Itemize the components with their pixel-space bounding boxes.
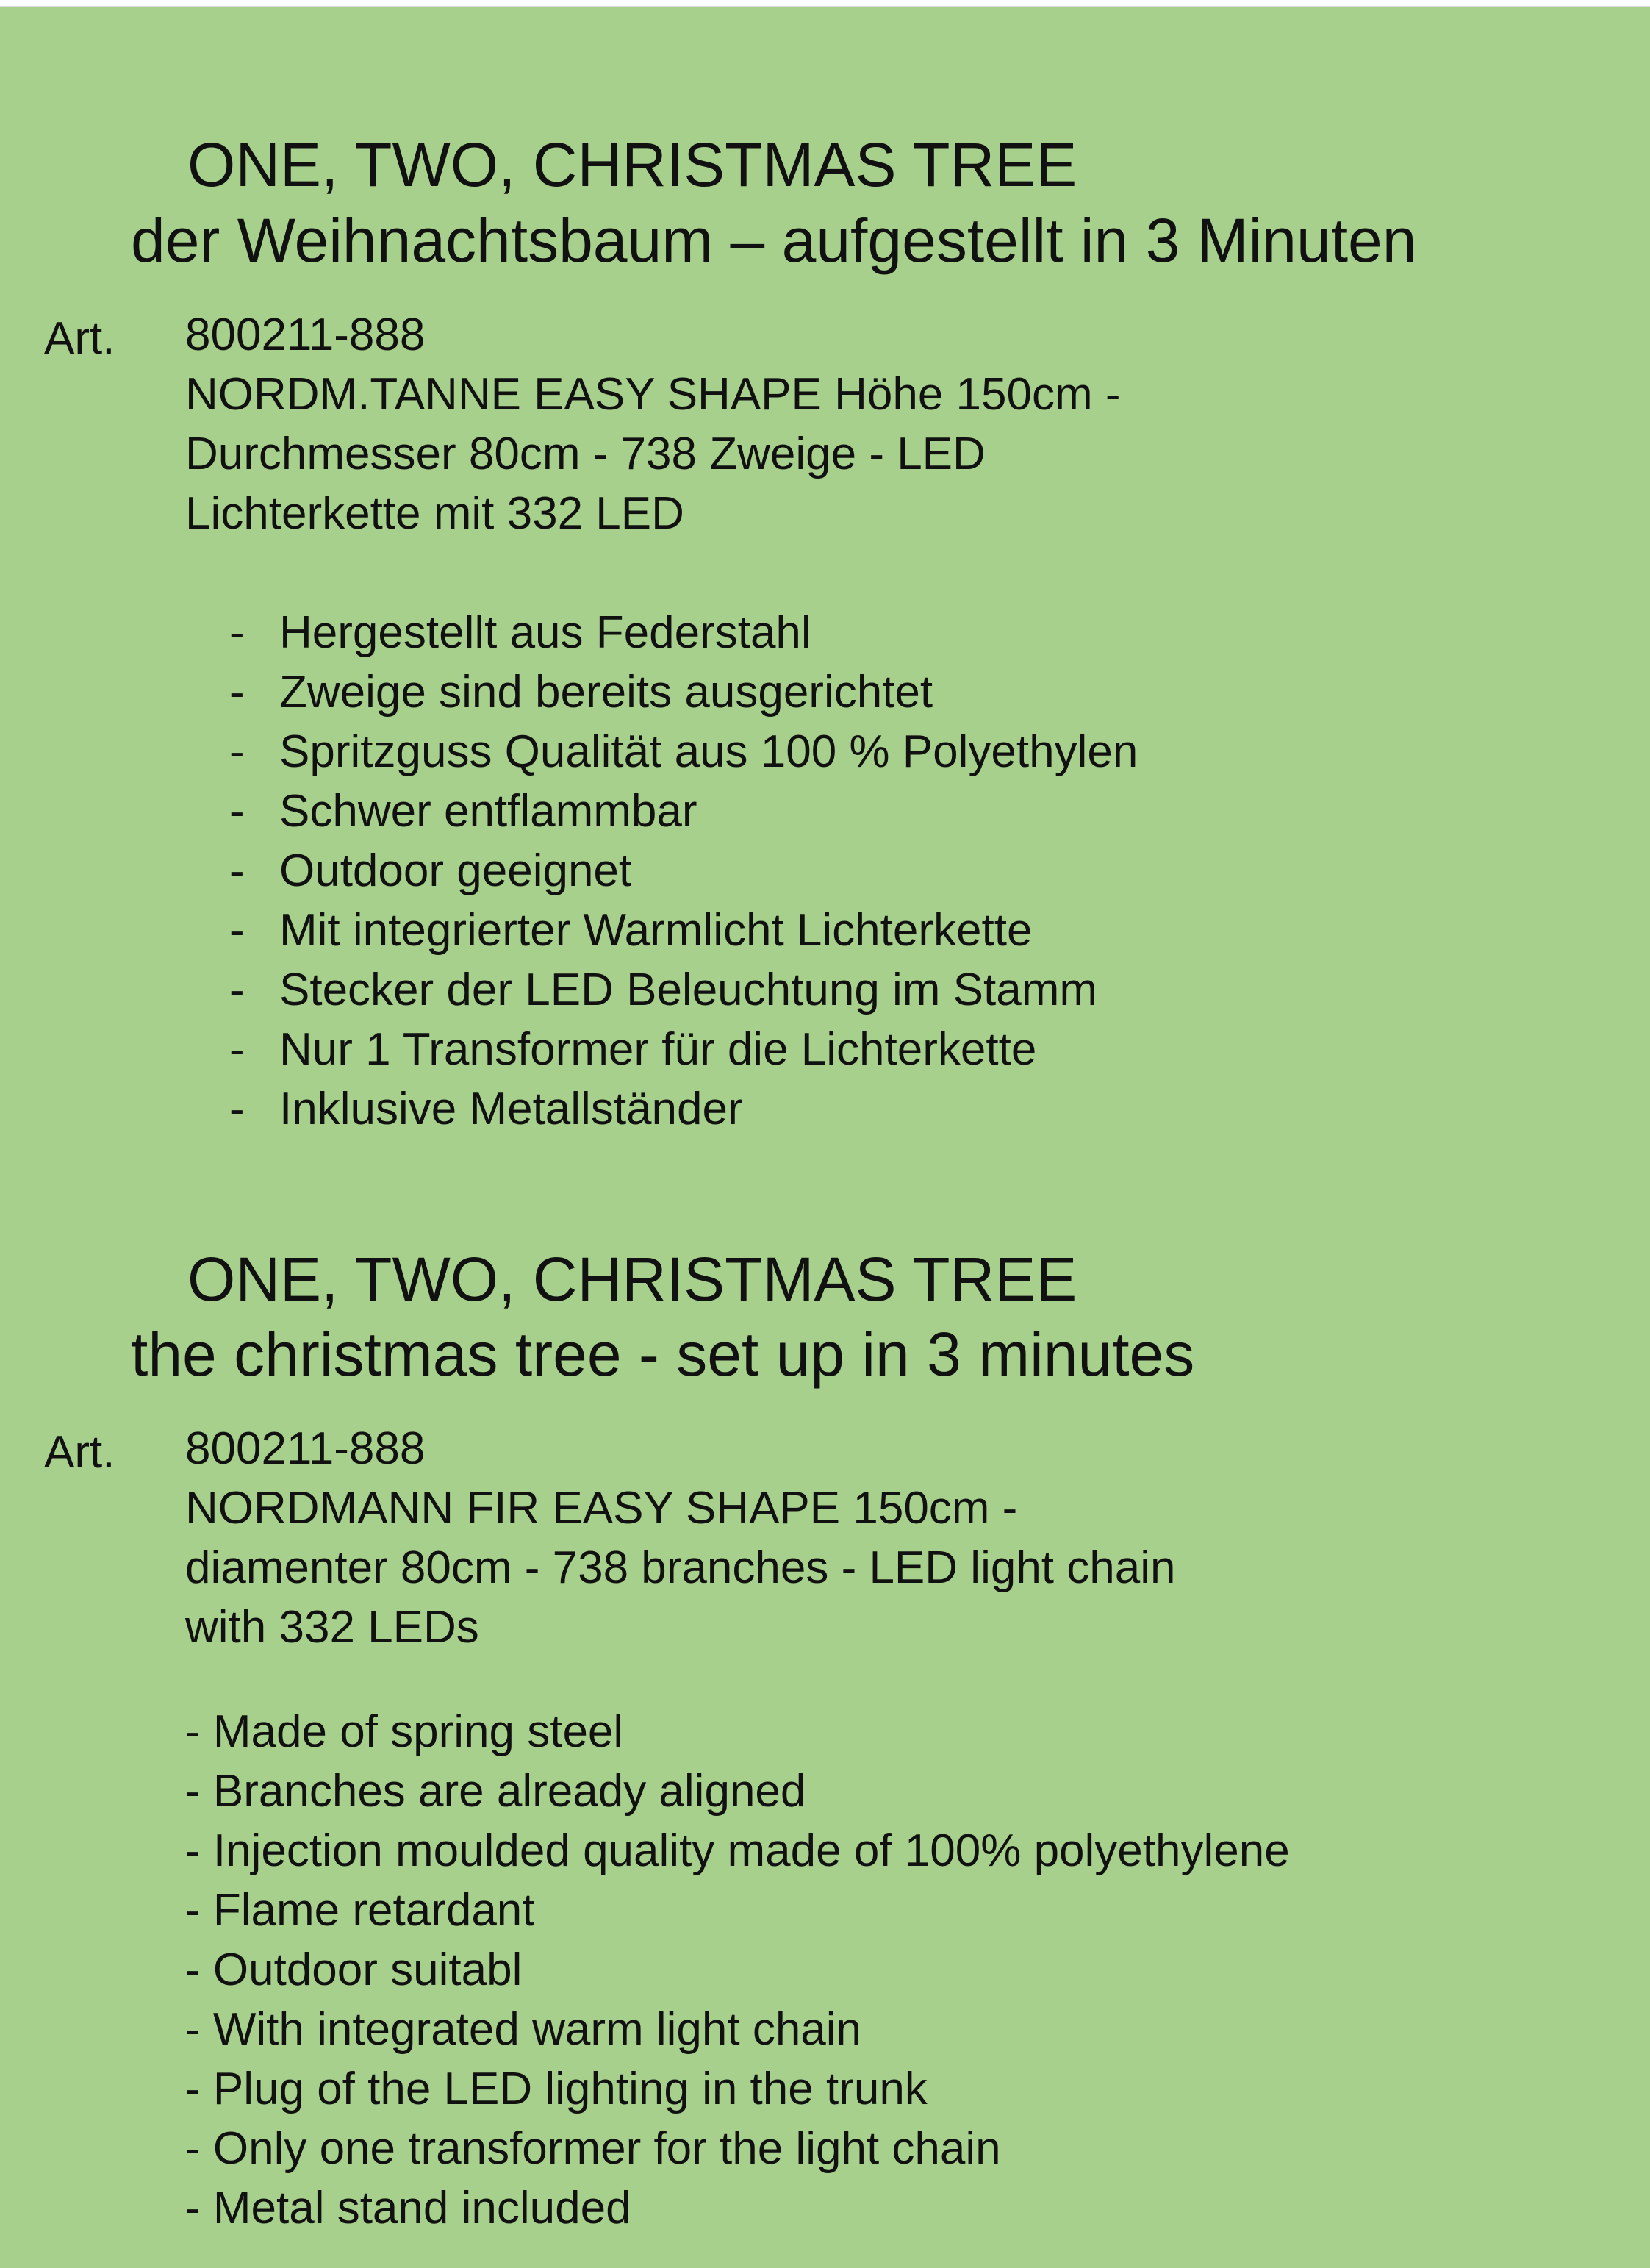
german-description-line: NORDM.TANNE EASY SHAPE Höhe 150cm - xyxy=(185,369,1121,420)
english-article-block xyxy=(185,1419,1175,1657)
english-art-label: Art. xyxy=(44,1427,115,1478)
german-description-line: Durchmesser 80cm - 738 Zweige - LED xyxy=(185,429,986,479)
bullet-dash: - xyxy=(229,965,245,1015)
bullet-dash: - xyxy=(229,726,245,777)
list-item: - Only one transformer for the light chain xyxy=(185,2123,1001,2174)
german-art-label: Art. xyxy=(44,313,115,364)
list-item: - With integrated warm light chain xyxy=(185,2004,862,2055)
bullet-dash: - xyxy=(229,607,245,658)
english-subtitle: the christmas tree - set up in 3 minutes xyxy=(131,1320,1195,1389)
german-article-block xyxy=(185,305,1121,543)
english-title: ONE, TWO, CHRISTMAS TREE xyxy=(187,1245,1077,1314)
list-item: - Branches are already aligned xyxy=(185,1766,806,1817)
list-item: - Flame retardant xyxy=(185,1885,535,1936)
list-item: - Made of spring steel xyxy=(185,1706,624,1757)
german-description-line: Lichterkette mit 332 LED xyxy=(185,488,684,539)
bullet-dash: - xyxy=(229,1024,245,1075)
german-title: ONE, TWO, CHRISTMAS TREE xyxy=(187,130,1077,199)
list-item: - Outdoor suitabl xyxy=(185,1945,523,1995)
english-description-line: NORDMANN FIR EASY SHAPE 150cm - xyxy=(185,1483,1018,1534)
bullet-dash: - xyxy=(229,1084,245,1134)
list-item: - Plug of the LED lighting in the trunk xyxy=(185,2064,928,2114)
list-item: - Metal stand included xyxy=(185,2183,631,2233)
bullet-dash: - xyxy=(229,905,245,956)
german-art-number: 800211-888 xyxy=(185,310,426,360)
english-description-line: with 332 LEDs xyxy=(185,1602,479,1653)
bullet-dash: - xyxy=(229,845,245,896)
bullet-dash: - xyxy=(229,786,245,837)
english-description-line: diamenter 80cm - 738 branches - LED light chain xyxy=(185,1542,1176,1593)
bullet-dash: - xyxy=(229,667,245,718)
product-sheet: ONE, TWO, CHRISTMAS TREE der Weihnachtsbaum – aufgestellt in 3 Minuten Art. 800211-888 NORDM.TANNE EASY SHAPE Höhe 150cm - Durchmesser 80cm - 738 Zweige - LED Lichterkette mit 332 LED - Hergestellt aus Federstahl - Zweige sind bereits ausgerichtet - Spritzguss Qualität aus 100 % Polyethylen - Schwer entflammbar - Outdoor geeignet - Mit integrierter Warmlicht Lichterkette - Stecker der LED Beleuchtung im Stamm - Nur 1 Transformer für die Lichterkette - Inklusive Metallständer ONE, TWO, CHRISTMAS TREE the christmas tree - set up in 3 minutes Art. 800211-888 NORDMANN FIR EASY SHAPE 150cm - diamenter 80cm - 738 branches - LED light chain with 332 LEDs - Made of spring steel - Branches are already aligned - Injection moulded quality made of 100% polyethylene - Flame retardant - Outdoor suitabl - With integrated warm light chain - Plug of the LED lighting in the trunk - Only one transformer for the light chain - Metal stand included xyxy=(0,6,1650,2268)
list-item: - Injection moulded quality made of 100% polyethylene xyxy=(185,1825,1290,1876)
german-subtitle: der Weihnachtsbaum – aufgestellt in 3 Minuten xyxy=(131,206,1417,275)
english-art-number: 800211-888 xyxy=(185,1423,426,1474)
english-feature-list xyxy=(185,1702,1290,2238)
